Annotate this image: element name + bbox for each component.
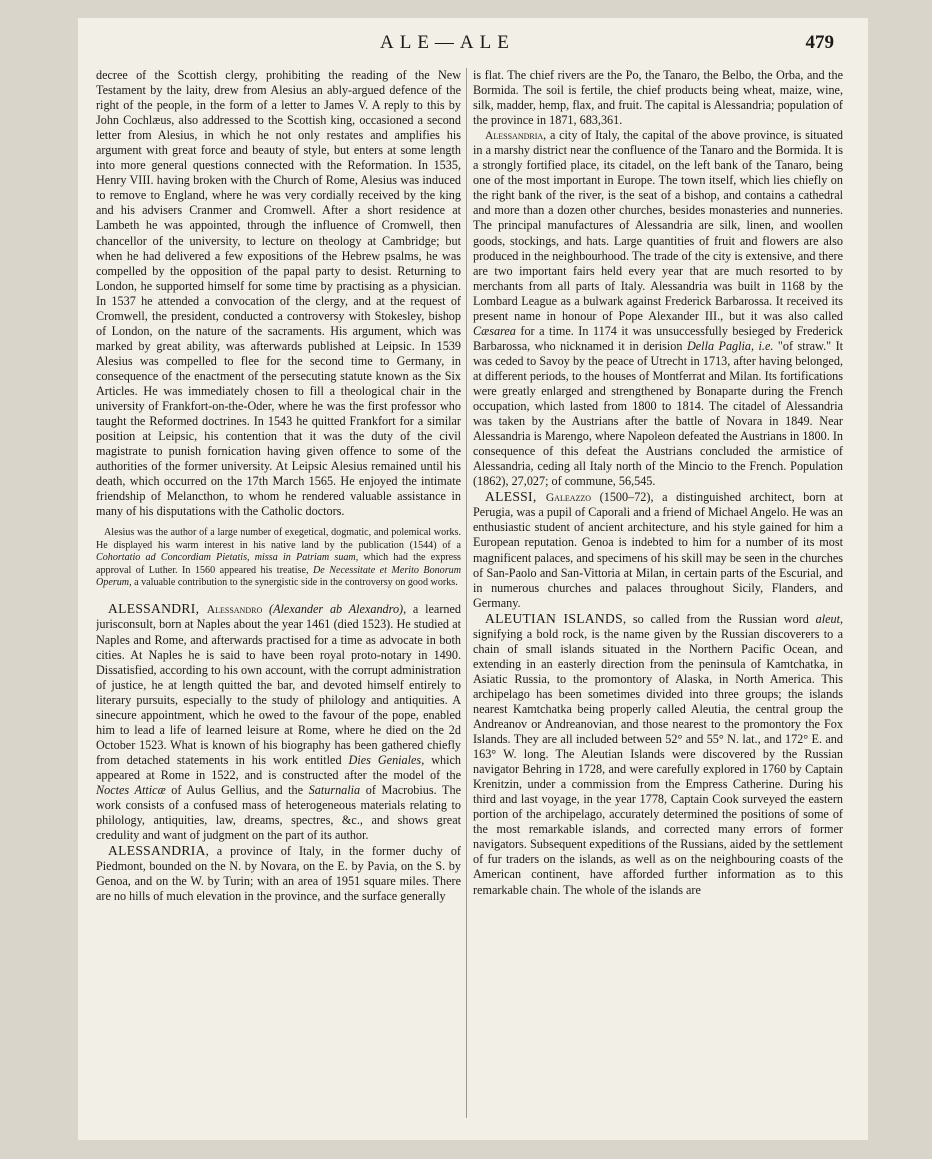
alessandria-headword: ALESSANDRIA [108,843,206,859]
aleutian-islands-entry [473,611,843,898]
alessandri-work-dies-geniales: Dies Geniales [348,752,422,767]
province-continued-paragraph: is flat. The chief rivers are the Po, the Tanaro, the Belbo, the Orba, and the Bormida. The soil is fertile, the chief products being wheat, maize, wine, silk, madder, hemp, flax, and fruit. The capital is Alessandria; population of the province in 1871, 683,361. [473,68,843,128]
right-column [473,68,843,1120]
left-column [96,68,461,1120]
alessandri-body-2: , which appeared at Rome in 1522, and is constructed after the model of the [96,752,461,782]
city-body-3: "of straw." It was ceded to Savoy by the peace of Utrecht in 1713, after having belonged, at different periods, to the houses of Montferrat and Milan. Its fortifications were greatly enlarged and strengthened by Bonaparte during the French occupation, which lasted from 1800 to 1814. The citadel of Alessandria was taken by the Austrians after the battle of Novara in 1849. Near Alessandria is Marengo, where Napoleon defeated the Austrians in 1800. In consequence of this defeat the Austrians concluded the armistice of Alessandria, ceding all Italy north of the Mincio to the French. Population (1862), 27,027; of commune, 56,545. [473,338,843,489]
city-name-caesarea: Cæsarea [473,323,516,338]
running-title: ALE—ALE [380,32,515,53]
note-text-c: a valuable contribution to the synergistic side in the controversy on good works. [131,577,458,589]
alesius-continued-paragraph: decree of the Scottish clergy, prohibiting the reading of the New Testament by the laity, drew from Alesius an ably-argued defence of the right of the people, in the form of a letter to James V. A reply to this by John Cochlæus, also addressed to the Scottish king, occasioned a second letter from Alesius, in which he not only restates and amplifies his argument with great force and beauty of style, but enters at some length into more general questions connected with the Reformation. In 1535, Henry VIII. having broken with the Church of Rome, Alesius was induced to remove to England, where he was very cordially received by the king and his advisers Cranmer and Cromwell. After a short residence at Lambeth he was appointed, through the influence of Cromwell, then chancellor of the university, to lecture on theology at Cambridge; but when he had delivered a few expositions of the Hebrew psalms, he was compelled by the opposition of the papal party to desist. Returning to London, he supported himself for some time by practising as a physician. In 1537 he attended a convocation of the clergy, and at the request of Cromwell, the president, conducted a controversy with Stokesley, bishop of London, on the nature of the sacraments. His argument, which was marked by great ability, was afterwards published at Leipsic. In 1539 Alesius was compelled to flee for the second time to Germany, in consequence of the enactment of the persecuting statute known as the Six Articles. He was immediately chosen to fill a theological chair in the university of Frankfort-on-the-Oder, where he was the first professor who taught the Reformed doctrines. In 1543 he quitted Frankfort for a similar position at Leipsic, his contention that it was the duty of the civil magistrate to punish fornication having given offence to some of the authorities of the former university. At Leipsic Alesius remained until his death, which occurred on the 17th March 1565. He enjoyed the intimate friendship of Melancthon, to whom he rendered valuable assistance in many of his disputations with the Catholic doctors. [96,68,461,519]
city-nickname-paglia: Della Paglia, i.e. [686,338,774,353]
book-page [78,18,868,1140]
alessandri-body-4: of Macrobius. The work consists of a confused mass of heterogeneous materials relating to philology, antiquities, law, dreams, spectres, &c., and shows great credulity and want of judgment on the part of its author. [96,783,461,843]
alessi-body: (1500–72), a distinguished architect, born at Perugia, was a pupil of Caporali and a friend of Michael Angelo. He was an enthusiastic student of ancient architecture, and his style gained for him a European reputation. Genoa is indebted to him for a number of its most magnificent palaces, and specimens of his skill may be seen in the churches of San-Paolo and San-Vittoria at Milan, in certain parts of the Escurial, and in numerous churches and palaces throughout Sicily, Flanders, and Germany. [473,490,843,610]
note-title-de-necessitate: De Necessitate et Merito Bonorum Operum, [96,564,461,589]
alessandri-work-saturnalia: Saturnalia [308,783,361,797]
alessandria-province-body: , a province of Italy, in the former duchy of Piedmont, bounded on the N. by Novara, on the E. by Pavia, on the S. by Genoa, and on the W. by Turin; with an area of 1951 square miles. There are no hills of much elevation in the province, and the surface generally [96,844,461,904]
note-title-cohortatio: Cohortatio ad Concordiam Pietatis, missa in Patriam suam, [96,552,359,564]
alessandria-province-entry [96,843,461,904]
alessandri-entry [96,601,461,843]
aleutian-body-2: , signifying a bold rock, is the name given by the Russian discoverers to a chain of small islands situated in the Northern Pacific Ocean, and extending in an easterly direction from the peninsula of Kamtchatka, in Asiatic Russia, to the promontory of Alaska, in North America. This archipelago has been sometimes divided into three groups; the islands nearest Kamtchatka being properly called Aleutia, the central group the Andreanov or Andreanovian, and those nearest to the promontory the Fox Islands. They are all included between 52° and 55° N. lat., and 172° E. and 163° W. long. The Aleutian Islands were discovered by the Russian navigator Behring in 1728, and were carefully explored in 1760 by Captain Krenitzin, under a commission from the Empress Catherine. During his third and last voyage, in the year 1778, Captain Cook surveyed the eastern portion of the archipelago, accurately determined the positions of some of the most remarkable islands, and corrected many errors of former navigators. Subsequent expeditions of the Russians, aided by the settlement of fur traders on the islands, as well as on the neighbouring coasts of the American continent, have afforded further information as to this remarkable chain. The whole of the islands are [473,611,843,897]
alessandri-alias: (Alexander ab Alexandro) [269,602,404,617]
alessandria-city-headword: Alessandria [485,129,544,143]
column-divider [466,68,467,1118]
city-body-2: for a time. In 1174 it was unsuccessfully besieged by Frederick Barbarossa, who nicknamed it in derision [473,323,843,353]
alessandria-city-entry [473,128,843,489]
alessandri-work-noctes: Noctes Atticæ [96,783,166,797]
alessandri-given-name: Alessandro [206,603,263,617]
aleutian-headword: ALEUTIAN ISLANDS [485,610,624,626]
alessandri-body-3: of Aulus Gellius, and the [165,783,309,797]
alesius-works-note [96,527,461,589]
city-body-1: , a city of Italy, the capital of the above province, is situated in a marshy district near the confluence of the Tanaro and the Bormida. It is a strongly fortified place, its citadel, on the left bank of the Tanaro, being one of the most important in Europe. The town itself, which lies chiefly on the right bank of the river, is the seat of a bishop, and contains a cathedral and more than a dozen other churches, besides monasteries and nunneries. The principal manufactures of Alessandria are silk, linen, and woollen goods, stockings, and hats. Large quantities of fruit and flowers are also produced in the neighbourhood. The trade of the city is extensive, and there are two important fairs held every year that are much resorted to by merchants from all parts of Italy. Alessandria was built in 1168 by the Lombard League as a bulwark against Frederick Barbarossa. It received its present name in honour of Pope Alexander III., but it was also called [473,128,843,323]
aleutian-body-1: , so called from the Russian word [623,611,816,626]
alessandri-body-1: , a learned jurisconsult, born at Naples about the year 1461 (died 1523). He studied at Naples and Rome, and afterwards practised for a time as advocate in both cities. At Naples he is said to have been royal proto-notary in 1490. Dissatisfied, according to his own account, with the corrupt administration of justice, he at length quitted the bar, and devoted himself entirely to literary pursuits, especially to the study of philology and antiquities. A sinecure appointment, which he owed to the favour of the pope, enabled him to lead a life of learned leisure at Rome, where he died on the 2d October 1523. What is known of his biography has been gathered chiefly from detached statements in his work entitled [96,602,461,767]
aleutian-word-aleut: aleut [815,611,840,626]
alessandri-headword: ALESSANDRI, [108,601,207,617]
page-number: 479 [805,32,834,53]
page-header [78,32,868,58]
alessi-given-name: Galeazzo [545,491,592,505]
alessi-headword: ALESSI, [485,489,546,505]
alessi-entry [473,489,843,610]
note-text-b: which had the express approval of Luther. In 1560 appeared his treatise, [96,552,461,576]
note-text-a: Alesius was the author of a large number of exegetical, dogmatic, and polemical works. He displayed his warm interest in his native land by the publication (1544) of a [96,527,461,551]
